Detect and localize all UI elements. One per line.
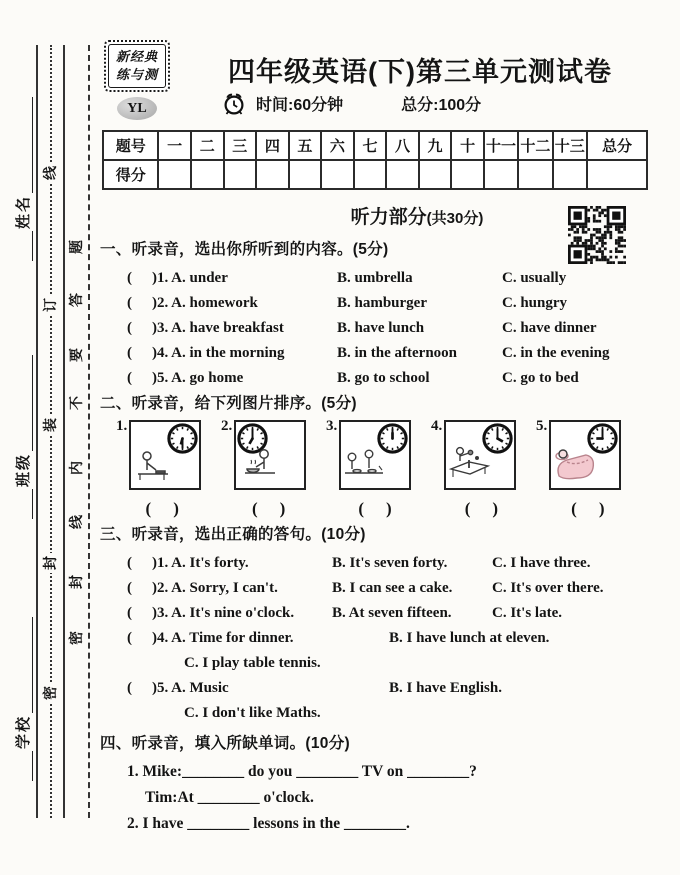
binding-line-char: 封 xyxy=(40,553,60,573)
option-row-continuation xyxy=(127,651,648,676)
answer-paren-open: ( xyxy=(127,370,132,386)
option-a xyxy=(127,370,337,387)
fill-blank-line: 2. I have ________ lessons in the ________. xyxy=(127,815,410,832)
answer-paren-open: ( xyxy=(127,630,132,646)
field-blank xyxy=(16,355,33,451)
option-row xyxy=(127,676,648,701)
score-row-label: 得分 xyxy=(103,160,158,189)
answer-paren-open: ( xyxy=(251,499,258,518)
option-a-text: A. Sorry, I can't. xyxy=(171,580,278,596)
picture-answer-paren xyxy=(435,499,541,519)
option-b: B. have lunch xyxy=(337,320,425,336)
option-a-text: A. Time for dinner. xyxy=(171,630,294,646)
picture-item xyxy=(221,420,326,490)
option-a xyxy=(127,270,337,287)
option-number: )4. xyxy=(152,630,172,646)
option-c: C. It's over there. xyxy=(492,580,604,596)
score-empty-cell xyxy=(256,160,289,189)
option-c: C. I play table tennis. xyxy=(184,655,321,671)
score-table-header-cell: 十一 xyxy=(484,131,518,160)
option-a xyxy=(127,605,332,622)
score-table-header-cell: 十二 xyxy=(518,131,552,160)
option-row xyxy=(127,601,648,626)
child-playing-table-tennis-icon xyxy=(447,444,491,487)
picture-answer-paren xyxy=(542,499,648,519)
child-sleeping-in-bed-icon xyxy=(552,442,598,487)
score-empty-cell xyxy=(518,160,552,189)
margin-field-学校 xyxy=(13,611,33,781)
publisher-stamp xyxy=(104,40,170,92)
seal-warning-char: 封 xyxy=(68,575,84,589)
stamp-line2: 练与测 xyxy=(115,67,158,82)
stamp-line1: 新经典 xyxy=(115,49,158,64)
option-number: )5. xyxy=(152,680,172,696)
binding-line-char: 线 xyxy=(40,163,60,183)
seal-warning-char: 不 xyxy=(68,396,84,410)
option-a-text: A. It's nine o'clock. xyxy=(171,605,295,621)
option-b: B. I have lunch at eleven. xyxy=(389,630,550,646)
fill-blank-line: 1. Mike:________ do you ________ TV on ________? xyxy=(127,763,477,780)
answer-paren-close: ) xyxy=(598,499,605,518)
seal-warning-char: 线 xyxy=(68,515,84,529)
section-1-listening-choose xyxy=(100,237,648,391)
score-empty-cell xyxy=(419,160,452,189)
answer-paren-open: ( xyxy=(127,680,132,696)
option-c: C. I have three. xyxy=(492,555,591,571)
score-empty-cell xyxy=(484,160,518,189)
margin-solid-line-1 xyxy=(36,45,38,818)
seal-warning-char: 答 xyxy=(68,293,84,307)
option-a-text: A. have breakfast xyxy=(171,320,284,336)
exam-meta xyxy=(222,91,481,116)
score-table-header-cell: 十 xyxy=(451,131,484,160)
answer-paren-open: ( xyxy=(127,345,132,361)
picture-item xyxy=(116,420,221,490)
field-blank xyxy=(16,97,33,193)
answer-paren-open: ( xyxy=(571,499,577,518)
score-table-header-cell: 六 xyxy=(321,131,354,160)
seal-warning-char: 要 xyxy=(68,348,84,362)
option-c: C. It's late. xyxy=(492,605,562,621)
answer-paren-open: ( xyxy=(145,499,152,518)
score-table-header-cell: 十三 xyxy=(553,131,587,160)
field-label: 班级 xyxy=(15,452,32,487)
section-2-title: 二、听录音，给下列图片排序。(5分) xyxy=(100,395,357,412)
picture-number: 3. xyxy=(326,418,338,434)
option-row xyxy=(127,366,648,391)
option-c: C. I don't like Maths. xyxy=(184,705,321,721)
field-blank xyxy=(16,751,33,781)
score-empty-cell xyxy=(224,160,257,189)
score-empty-cell xyxy=(191,160,224,189)
option-number: )5. xyxy=(152,370,172,386)
paper-content xyxy=(100,0,648,875)
binding-line-char: 装 xyxy=(40,415,60,435)
option-row xyxy=(127,576,648,601)
answer-paren-close: ) xyxy=(173,499,179,518)
binding-line-char: 订 xyxy=(40,295,60,315)
option-a-text: A. homework xyxy=(171,295,258,311)
score-table-header-cell: 二 xyxy=(191,131,224,160)
option-a xyxy=(127,295,337,312)
option-number: )4. xyxy=(152,345,172,361)
score-table-score-row xyxy=(103,160,647,189)
option-a xyxy=(127,345,337,362)
option-number: )3. xyxy=(152,605,172,621)
option-row xyxy=(127,551,648,576)
section-4-fill-words xyxy=(100,731,648,837)
option-row xyxy=(127,626,648,651)
seal-warning-char: 题 xyxy=(68,240,84,254)
option-a xyxy=(127,680,389,697)
picture-box xyxy=(444,420,516,490)
option-b: B. go to school xyxy=(337,370,430,386)
option-b: B. umbrella xyxy=(337,270,413,286)
section-3-title: 三、听录音，选出正确的答句。(10分) xyxy=(100,526,366,543)
score-empty-cell xyxy=(451,160,484,189)
section-4-title: 四、听录音，填入所缺单词。(10分) xyxy=(100,735,350,752)
option-a xyxy=(127,580,332,597)
score-empty-cell xyxy=(158,160,191,189)
option-row xyxy=(127,316,648,341)
picture-box xyxy=(129,420,201,490)
score-empty-cell xyxy=(386,160,419,189)
option-c: C. go to bed xyxy=(502,370,579,386)
option-number: )2. xyxy=(152,580,172,596)
option-a-text: A. in the morning xyxy=(171,345,285,361)
answer-paren-open: ( xyxy=(358,499,365,518)
answer-paren-close: ) xyxy=(279,499,286,518)
score-empty-cell xyxy=(553,160,587,189)
score-empty-cell xyxy=(354,160,387,189)
option-a-text: A. It's forty. xyxy=(171,555,249,571)
option-b: B. It's seven forty. xyxy=(332,555,448,571)
answer-paren-close: ) xyxy=(492,499,499,518)
answer-paren-open: ( xyxy=(127,580,132,596)
field-blank xyxy=(16,231,33,261)
option-c: C. in the evening xyxy=(502,345,610,361)
alarm-clock-icon xyxy=(222,91,246,116)
total-score-label: 总分:100分 xyxy=(401,97,482,114)
option-row xyxy=(127,291,648,316)
time-label: 时间:60分钟 xyxy=(256,97,344,114)
picture-answer-paren xyxy=(222,499,328,519)
seal-dashed-line xyxy=(88,45,90,818)
margin-field-班级 xyxy=(13,349,33,519)
option-row-continuation xyxy=(127,701,648,726)
option-a xyxy=(127,320,337,337)
answer-paren-open: ( xyxy=(127,320,132,336)
picture-box xyxy=(339,420,411,490)
picture-answer-paren xyxy=(116,499,222,519)
score-table-header-cell: 四 xyxy=(256,131,289,160)
binding-line-char: 密 xyxy=(40,683,60,703)
section-2-order-pictures xyxy=(100,391,648,519)
picture-number: 2. xyxy=(221,418,233,434)
picture-answer-paren xyxy=(329,499,435,519)
picture-item xyxy=(431,420,536,490)
seal-warning-char: 密 xyxy=(68,631,84,645)
field-label: 学校 xyxy=(15,714,32,749)
option-c: C. usually xyxy=(502,270,567,286)
listening-title: 听力部分 xyxy=(350,207,427,228)
option-b: B. hamburger xyxy=(337,295,427,311)
child-doing-homework-icon xyxy=(132,444,174,487)
picture-number: 5. xyxy=(536,418,548,434)
option-row xyxy=(127,341,648,366)
option-a-text: A. Music xyxy=(171,680,229,696)
score-table-header-cell: 一 xyxy=(158,131,191,160)
field-blank xyxy=(16,489,33,519)
paper-title: 四年级英语(下)第三单元测试卷 xyxy=(228,57,612,87)
picture-item xyxy=(326,420,431,490)
option-a-text: A. under xyxy=(171,270,228,286)
margin-solid-line-2 xyxy=(63,45,65,818)
option-row xyxy=(127,266,648,291)
score-table-header-cell: 七 xyxy=(354,131,387,160)
score-table-header-cell: 总分 xyxy=(587,131,647,160)
listening-points: (共30分) xyxy=(426,210,484,227)
score-table-header-cell: 八 xyxy=(386,131,419,160)
answer-paren-open: ( xyxy=(127,555,132,571)
option-number: )1. xyxy=(152,270,172,286)
picture-number: 4. xyxy=(431,418,443,434)
child-having-breakfast-icon xyxy=(237,444,279,487)
answer-paren-open: ( xyxy=(464,499,471,518)
section-1-title: 一、听录音，选出你所听到的内容。(5分) xyxy=(100,241,389,258)
score-table-header-cell: 九 xyxy=(419,131,452,160)
option-b: B. in the afternoon xyxy=(337,345,457,361)
picture-number: 1. xyxy=(116,418,128,434)
kids-having-lunch-icon xyxy=(342,444,386,487)
section-3-choose-answer xyxy=(100,522,648,726)
picture-item xyxy=(536,420,641,490)
answer-paren-open: ( xyxy=(127,295,132,311)
field-blank xyxy=(16,617,33,713)
score-empty-cell xyxy=(289,160,322,189)
edition-badge: YL xyxy=(117,97,157,120)
option-c: C. have dinner xyxy=(502,320,597,336)
score-table-header-cell: 题号 xyxy=(103,131,158,160)
option-b: B. I can see a cake. xyxy=(332,580,453,596)
option-number: )3. xyxy=(152,320,172,336)
picture-box xyxy=(549,420,621,490)
seal-warning-char: 内 xyxy=(68,461,84,475)
fill-blank-line: Tim:At ________ o'clock. xyxy=(145,789,314,806)
score-empty-cell xyxy=(321,160,354,189)
answer-paren-close: ) xyxy=(386,499,392,518)
score-table-header-cell: 五 xyxy=(289,131,322,160)
option-c: C. hungry xyxy=(502,295,568,311)
field-label: 姓名 xyxy=(15,194,32,229)
score-table xyxy=(102,130,648,190)
answer-paren-open: ( xyxy=(127,605,132,621)
option-number: )1. xyxy=(152,555,172,571)
option-a xyxy=(127,555,332,572)
margin-field-姓名 xyxy=(13,91,33,261)
answer-paren-open: ( xyxy=(127,270,132,286)
option-a xyxy=(127,630,389,647)
option-a-text: A. go home xyxy=(171,370,244,386)
score-table-header-cell: 三 xyxy=(224,131,257,160)
picture-box xyxy=(234,420,306,490)
score-empty-cell xyxy=(587,160,647,189)
option-b: B. At seven fifteen. xyxy=(332,605,452,621)
score-table-header-row xyxy=(103,131,647,160)
option-b: B. I have English. xyxy=(389,680,502,696)
option-number: )2. xyxy=(152,295,172,311)
